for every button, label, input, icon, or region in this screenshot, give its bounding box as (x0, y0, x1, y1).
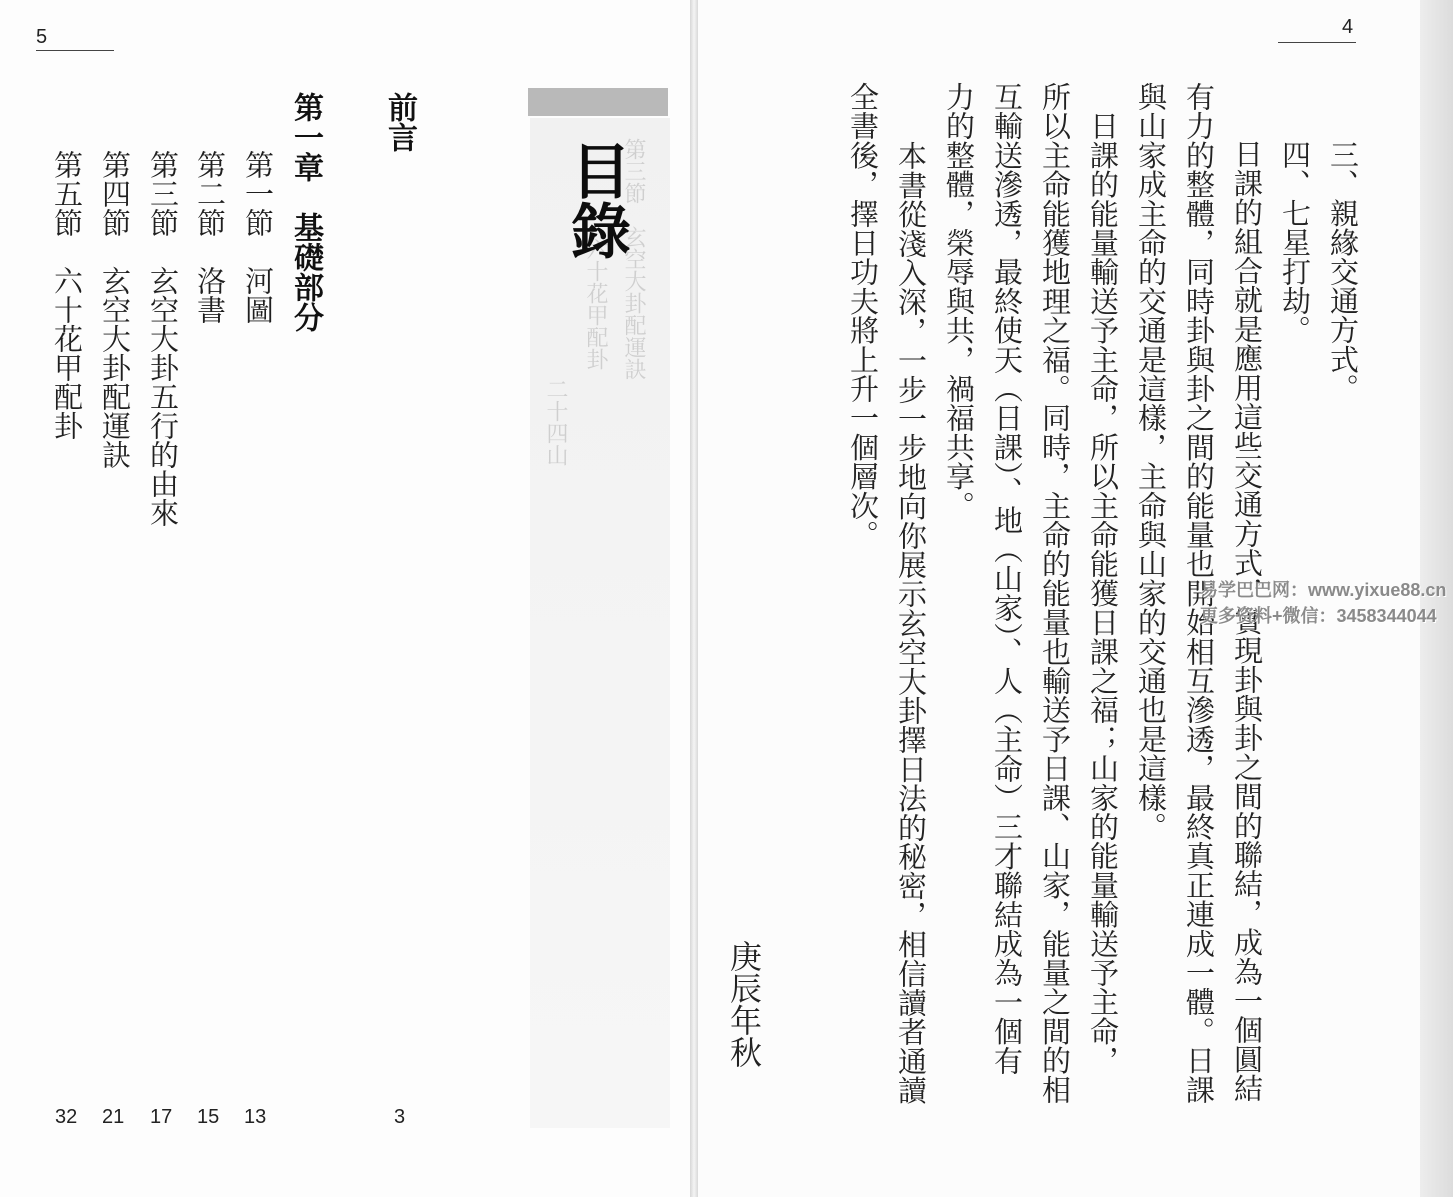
page-number-left: 5 (36, 26, 48, 48)
page-number-rule (36, 50, 114, 51)
toc-section-3-page: 17 (150, 1106, 173, 1128)
toc-chapter-1: 第一章 基礎部分 (288, 92, 323, 332)
text-column-9: 力的整體，榮辱與共，禍福共享。 (942, 82, 976, 520)
left-page (0, 0, 690, 1197)
page-number-right: 4 (1342, 16, 1354, 38)
text-column-6: 日課的能量輸送予主命，所以主命能獲日課之福；山家的能量輸送予主命， (1086, 82, 1120, 1075)
text-column-10: 本書從淺入深，一步一步地向你展示玄空大卦擇日法的秘密，相信讀者通讀 (894, 112, 928, 1105)
text-column-11: 全書後，擇日功夫將上升一個層次。 (846, 82, 880, 550)
bleed-through-text: 第三節 玄空大卦配運訣 六十花甲配卦 二十四山 (530, 118, 670, 1128)
toc-section-5: 第五節 六十花甲配卦 (50, 150, 84, 440)
watermark-line-2: 更多资料+微信：3458344044 (1200, 606, 1437, 626)
title-band (528, 88, 668, 116)
toc-section-1-page: 13 (244, 1106, 267, 1128)
text-column-2: 四、七星打劫。 (1278, 140, 1312, 345)
book-gutter (690, 0, 698, 1197)
text-column-1: 三、親緣交通方式。 (1326, 140, 1360, 403)
signature-date: 庚辰年秋 (725, 940, 763, 1068)
toc-section-5-page: 32 (55, 1106, 78, 1128)
text-column-7: 所以主命能獲地理之福。同時，主命的能量也輸送予日課、山家，能量之間的相 (1038, 82, 1072, 1104)
text-column-4: 有力的整體，同時卦與卦之間的能量也開始相互滲透，最終真正連成一體。日課 (1182, 82, 1216, 1104)
toc-preface: 前言 (382, 92, 417, 152)
toc-section-2: 第二節 洛書 (193, 150, 227, 324)
text-column-3: 日課的組合就是應用這些交通方式，實現卦與卦之間的聯結，成為一個圓結 (1230, 110, 1264, 1103)
toc-section-3: 第三節 玄空大卦五行的由來 (146, 150, 180, 527)
text-column-5: 與山家成主命的交通是這樣，主命與山家的交通也是這樣。 (1134, 82, 1168, 842)
page-number-rule-right (1278, 42, 1356, 43)
toc-section-1: 第一節 河圖 (241, 150, 275, 324)
toc-section-2-page: 15 (197, 1106, 220, 1128)
toc-title: 目錄 (561, 140, 631, 260)
toc-preface-page: 3 (394, 1106, 406, 1128)
toc-section-4-page: 21 (102, 1106, 125, 1128)
watermark-line-1: 易学巴巴网：www.yixue88.cn (1200, 580, 1447, 600)
text-column-8: 互輸送滲透，最終使天（日課）、地（山家）、人（主命）三才聯結成為一個有 (990, 82, 1024, 1075)
toc-section-4: 第四節 玄空大卦配運訣 (98, 150, 132, 469)
